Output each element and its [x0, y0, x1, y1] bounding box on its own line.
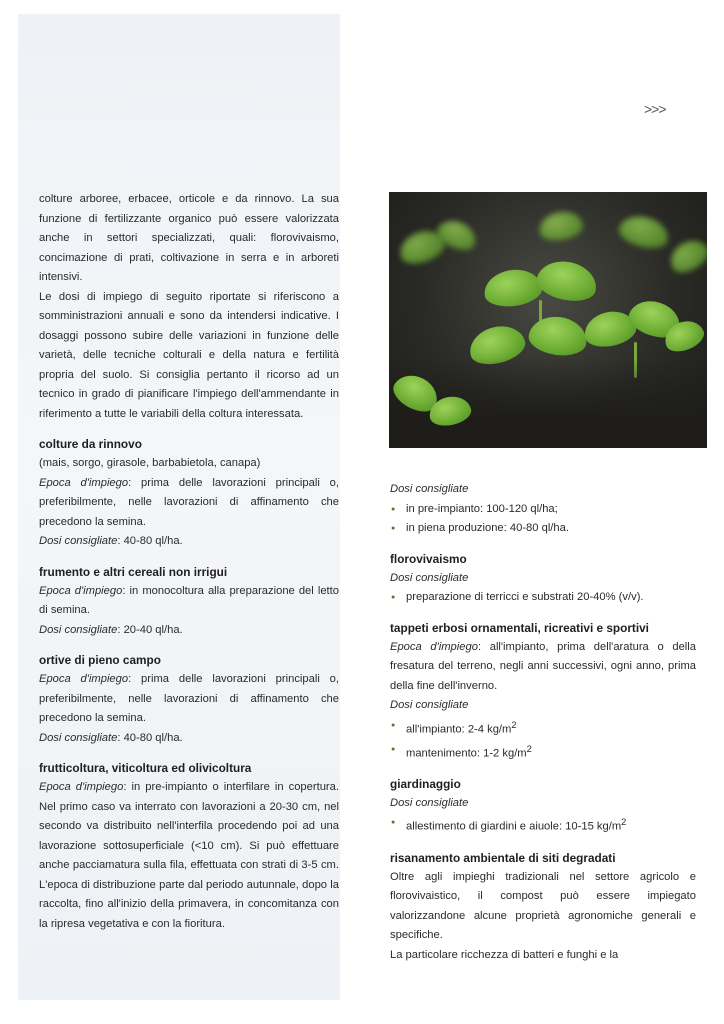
item-text: mantenimento: 1-2 kg/m: [406, 747, 527, 760]
left-column: [39, 190, 339, 934]
epoca-text: : all'impianto, prima dell'aratura o della fresatura del terreno, negli anni successivi, ogni anno, prima della fine dell'inverno.: [390, 640, 696, 692]
list-item: [390, 813, 696, 837]
epoca-text: : in pre-impianto o interfilare in copertura. Nel primo caso va interrato con lavorazioni a 20-30 cm, nel secondo va distribuito nell'interfila procedendo poi ad una lavorazione sottosuperficiale (<10 cm). Si può effettuare anche pacciamatura sulla fila, effettuata con strati di 3-5 cm. L'epoca di distribuzione parte dal periodo autunnale, dopo la raccolta, fino all'inizio della primavera, in concomitanza con la ripresa vegetativa e con la fioritura.: [39, 781, 339, 930]
epoca-text: : prima delle lavorazioni principali o, preferibilmente, nelle lavorazioni di affinamento che precedono la semina.: [39, 673, 339, 724]
frumento-dosi: [39, 621, 339, 641]
section-title-risanamento: risanamento ambientale di siti degradati: [390, 850, 616, 865]
dosi-label: Dosi consigliate: [390, 699, 469, 711]
rinnovo-dosi: [39, 532, 339, 552]
list-item: ● in piena produzione: 40-80 ql/ha.: [390, 519, 696, 539]
epoca-label: Epoca d'impiego: [39, 673, 129, 685]
seedling-leaf: [665, 234, 707, 278]
dosi-label: Dosi consigliate: [390, 796, 469, 809]
next-page-arrows[interactable]: >>>: [644, 101, 666, 117]
giardinaggio-list: [390, 813, 696, 837]
epoca-label: Epoca d'impiego: [39, 476, 129, 489]
frutti-epoca: [39, 778, 339, 934]
frumento-epoca: [39, 582, 339, 621]
superscript: 2: [526, 743, 532, 754]
epoca-text: : prima delle lavorazioni principali o, preferibilmente, nelle lavorazioni di affinamento che precedono la semina.: [39, 476, 339, 528]
seedling-leaf: [527, 313, 590, 359]
rinnovo-subtitle: (mais, sorgo, girasole, barbabietola, canapa): [39, 457, 261, 469]
dosi-label: Dosi consigliate: [39, 535, 118, 547]
dosi-label: Dosi consigliate: [390, 483, 469, 495]
epoca-text: : in monocoltura alla preparazione del letto di semina.: [39, 584, 339, 616]
epoca-label: Epoca d'impiego: [390, 640, 478, 653]
section-title-frutticoltura: frutticoltura, viticoltura ed olivicoltura: [39, 761, 252, 775]
superscript: 2: [621, 817, 627, 828]
dosi-label: Dosi consigliate: [39, 623, 118, 636]
superscript: 2: [511, 719, 517, 730]
florovivaismo-list: [390, 588, 696, 608]
list-item: [390, 716, 696, 740]
dosage-intro-paragraph: Le dosi di impiego di seguito riportate si riferiscono a somministrazioni annuali e sono da intendersi indicative. I dosaggi possono subire delle variazioni in funzione delle varietà, delle tecniche colturali e della natura e fertilità propria del suolo. Si consiglia pertanto il ricorso ad un tecnico in grado di pianificare l'impiego dell'ammendante in riferimento a tutte le variabili della coltura interessata.: [39, 290, 339, 420]
right-column: [390, 480, 696, 965]
epoca-label: Epoca d'impiego: [39, 584, 123, 597]
risanamento-text-cont: La particolare ricchezza di batteri e funghi e la: [390, 948, 619, 961]
epoca-label: Epoca d'impiego: [39, 781, 124, 793]
seedling-leaf: [534, 256, 601, 306]
tappeti-epoca: [390, 638, 696, 697]
tappeti-list: [390, 716, 696, 764]
rinnovo-epoca: [39, 474, 339, 533]
ortive-dosi: [39, 729, 339, 749]
intro-paragraph: colture arboree, erbacee, orticole e da rinnovo. La sua funzione di fertilizzante organico può essere valorizzata anche in settori specializzati, quali: florovivaismo, concimazione di prati, coltivazione in serra e in arboreti intensivi.: [39, 193, 339, 283]
section-title-ortive: ortive di pieno campo: [39, 653, 161, 667]
section-title-giardinaggio: giardinaggio: [390, 776, 461, 791]
section-title-rinnovo: colture da rinnovo: [39, 437, 142, 451]
seedling-leaf: [537, 208, 585, 243]
ortive-epoca: [39, 670, 339, 729]
list-item: [390, 740, 696, 764]
list-item: ● preparazione di terricci e substrati 20-40% (v/v).: [390, 588, 696, 608]
seedling-leaf: [482, 266, 544, 310]
dosi-text: : 40-80 ql/ha.: [117, 731, 183, 744]
item-text: allestimento di giardini e aiuole: 10-15 kg/m: [406, 821, 622, 834]
risanamento-text: Oltre agli impieghi tradizionali nel settore agricolo e florovivaistico, il compost può essere impiegato valorizzandone alcune proprietà agronomiche generali e specifiche.: [390, 870, 696, 942]
dosi-list: [390, 500, 696, 539]
dosi-label: Dosi consigliate: [39, 731, 118, 744]
section-title-frumento: frumento e altri cereali non irrigui: [39, 564, 228, 579]
dosi-label: Dosi consigliate: [390, 571, 469, 584]
seedlings-photo: [389, 192, 707, 448]
dosi-text: : 20-40 ql/ha.: [117, 623, 183, 636]
section-title-florovivaismo: florovivaismo: [390, 551, 467, 566]
list-item: ● in pre-impianto: 100-120 ql/ha;: [390, 500, 696, 520]
dosi-text: : 40-80 ql/ha.: [117, 535, 183, 547]
item-text: all'impianto: 2-4 kg/m: [406, 723, 512, 736]
section-title-tappeti: tappeti erbosi ornamentali, ricreativi e sportivi: [390, 620, 649, 635]
seedling-leaf: [616, 211, 672, 253]
